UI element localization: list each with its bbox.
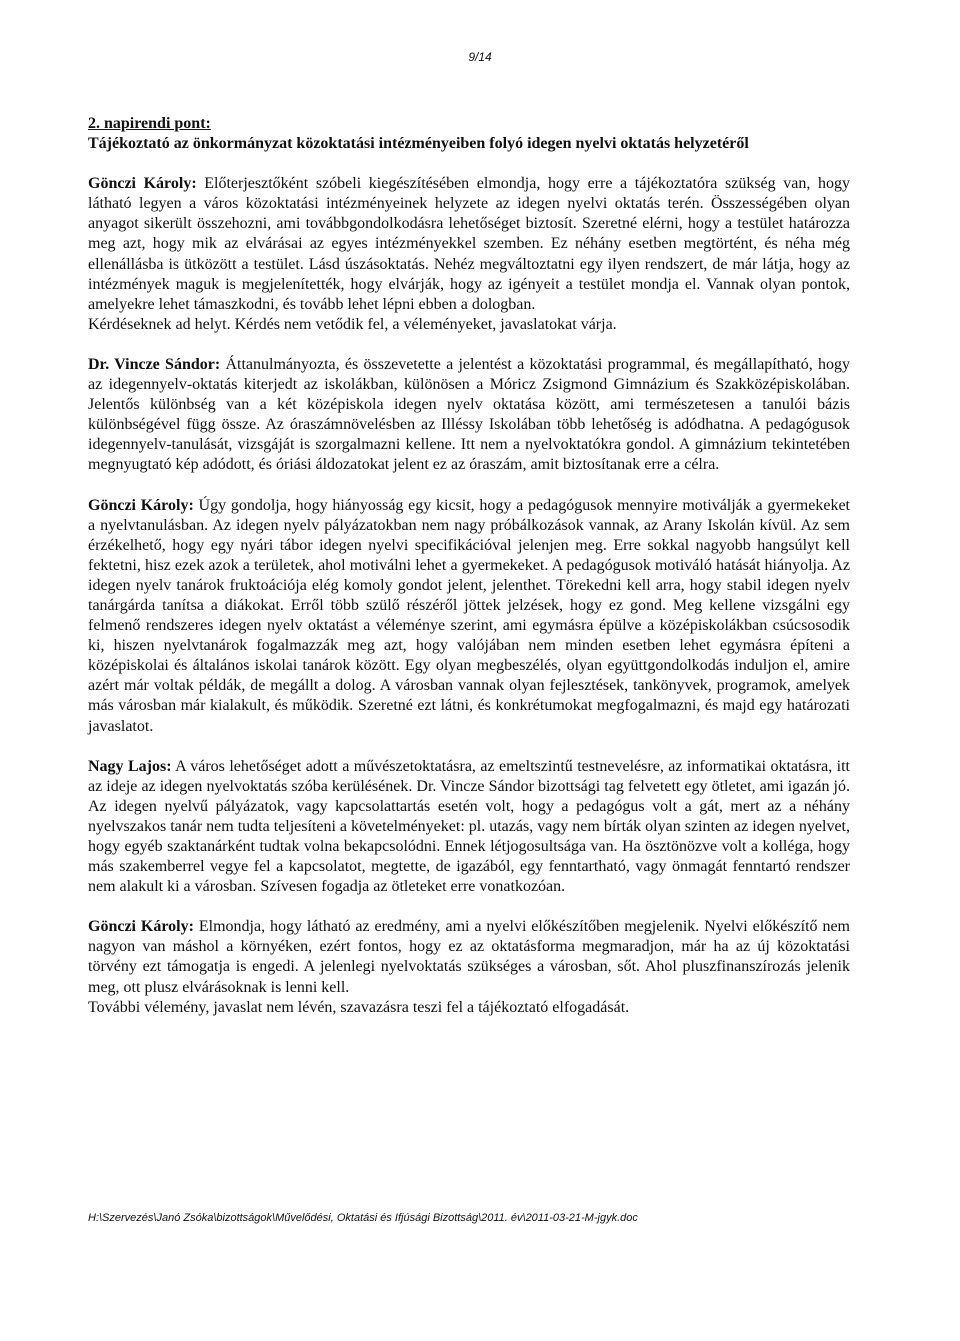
speaker-name: Nagy Lajos: xyxy=(88,757,172,775)
speech-paragraph xyxy=(88,174,850,335)
speech-text: Előterjesztőként szóbeli kiegészítésében elmondja, hogy erre a tájékoztatóra szükség van, hogy látható legyen a város közoktatási intézményeinek helyzete az idegen nyelvi oktatás terén. Összességében olyan anyagot sikerült összehozni, ami továbbgondolkodásra lehetőséget biztosít. Szeretné elérni, hogy a testület határozza meg azt, hogy mik az elvárásai az egyes intézményekkel szemben. Ez néhány esetben megtörtént, és néha még ellenállásba is ütközött a testület. Lásd úszásoktatás. Nehéz megváltoztatni egy ilyen rendszert, de már látja, hogy az intézmények maguk is megjelenítették, hogy elvárják, hogy az igényeit a testület mondja el. Vannak olyan pontok, amelyekre lehet támaszkodni, és tovább lehet lépni ebben a dologban. xyxy=(88,175,850,313)
footer-file-path: H:\Szervezés\Janó Zsóka\bizottságok\Művelődési, Oktatási és Ifjúsági Bizottság\2011. év\2011-03-21-M-jgyk.doc xyxy=(88,1212,638,1224)
page-number: 9/14 xyxy=(468,50,492,64)
speech-paragraph xyxy=(88,355,850,476)
minutes-body xyxy=(88,114,850,1018)
speech-paragraph xyxy=(88,496,850,737)
speech-note: Kérdéseknek ad helyt. Kérdés nem vetődik fel, a véleményeket, javaslatokat várja. xyxy=(88,315,617,333)
agenda-title: Tájékoztató az önkormányzat közoktatási intézményeiben folyó idegen nyelvi oktatás helyzetéről xyxy=(88,135,749,153)
speaker-name: Gönczi Károly: xyxy=(88,918,194,936)
speech-text: A város lehetőséget adott a művészetoktatásra, az emeltszintű testnevelésre, az informatikai oktatásra, itt az ideje az idegen nyelvoktatás szóba kerülésének. Dr. Vincze Sándor bizottsági tag felvetett egy ötletet, ami igazán jó. Az idegen nyelvű pályázatok, vagy kapcsolattartás esetén volt, hogy a pedagógus volt a gát, mert az a néhány nyelvszakos tanár nem tudta teljesíteni a követelményeket: pl. utazás, vagy nem bírták olyan szinten az idegen nyelvet, hogy egyéb szaktanárként tudtak volna bekapcsolódni. Ennek létjogosultsága van. Ha ösztönözve volt a kolléga, hogy más szakemberrel vegye fel a kapcsolatot, megtette, de igazából, egy fenntartható, vagy önmagát fenntartó rendszer nem alakult ki a városban. Szívesen fogadja az ötleteket erre vonatkozóan. xyxy=(88,757,850,896)
speech-note: További vélemény, javaslat nem lévén, szavazásra teszi fel a tájékoztató elfogadását. xyxy=(88,998,630,1016)
speech-paragraph xyxy=(88,757,850,898)
speech-paragraph xyxy=(88,917,850,1017)
speaker-name: Gönczi Károly: xyxy=(88,496,194,514)
speech-text: Áttanulmányozta, és összevetette a jelentést a közoktatási programmal, és megállapítható, hogy az idegennyelv-oktatás kiterjedt az iskolákban, különösen a Móricz Zsigmond Gimnázium és Szakközépiskolában. Jelentős különbség van a két középiskola idegen nyelv oktatása között, ami természetesen a tanulói bázis különbségével függ össze. Az óraszámnövelésben az Illéssy Iskolában több lehetőség is adódhatna. A pedagógusok idegennyelv-tanulását, vizsgáját is szorgalmazni kellene. Itt nem a nyelvoktatókra gondol. A gimnázium tekintetében megnyugtató kép adódott, és óriási áldozatokat jelent ez az óraszám, amit biztosítanak erre a célra. xyxy=(88,355,851,474)
speaker-name: Gönczi Károly: xyxy=(88,175,197,193)
speech-text: Elmondja, hogy látható az eredmény, ami a nyelvi előkészítőben megjelenik. Nyelvi előkészítő nem nagyon van máshol a környéken, ezért fontos, hogy ez az oktatásforma megmaradjon, már ha az új közoktatási törvény ezt támogatja is engedi. A jelenlegi nyelvoktatás szükséges a városban, sőt. Ahol pluszfinanszírozás jelenik meg, ott plusz elvárásoknak is lenni kell. xyxy=(88,918,851,996)
agenda-label: 2. napirendi pont: xyxy=(88,115,211,132)
speaker-name: Dr. Vincze Sándor: xyxy=(88,355,221,373)
speech-text: Úgy gondolja, hogy hiányosság egy kicsit, hogy a pedagógusok mennyire motiválják a gyermekeket a nyelvtanulásban. Az idegen nyelv pályázatokban nem nagy próbálkozások vannak, az Arany Iskolán kívül. Az sem érzékelhető, hogy egy nyári tábor idegen nyelvi specifikációval jelenjen meg. Erre sokkal nagyobb hangsúlyt kell fektetni, hisz ezek azok a területek, ahol motiválni lehet a gyermekeket. A pedagógusok motiváló hatását hiányolja. Az idegen nyelv tanárok fruktoációja elég komoly gondot jelent, jelenthet. Törekedni kell arra, hogy stabil idegen nyelv tanárgárda tanítsa a diákokat. Erről több szülő részéről jöttek jelzések, hogy ez gond. Meg kellene vizsgálni egy felmenő rendszeres idegen nyelv oktatást a véleménye szerint, ami egymásra épülve a középiskolákban csúcsosodik ki, hiszen nyelvtanárok fogalmazzák meg azt, hogy valójában nem minden esetben lehet egymásra építeni a középiskolai és általános iskolai tanárok között. Egy olyan megbeszélés, olyan együttgondolkodás induljon el, amire azért már voltak példák, de megállt a dolog. A városban vannak olyan fejlesztések, tankönyvek, programok, amelyek más városban már kialakult, és működik. Szeretné ezt látni, és konkrétumokat megfogalmazni, és majd egy határozati javaslatot. xyxy=(88,496,851,735)
